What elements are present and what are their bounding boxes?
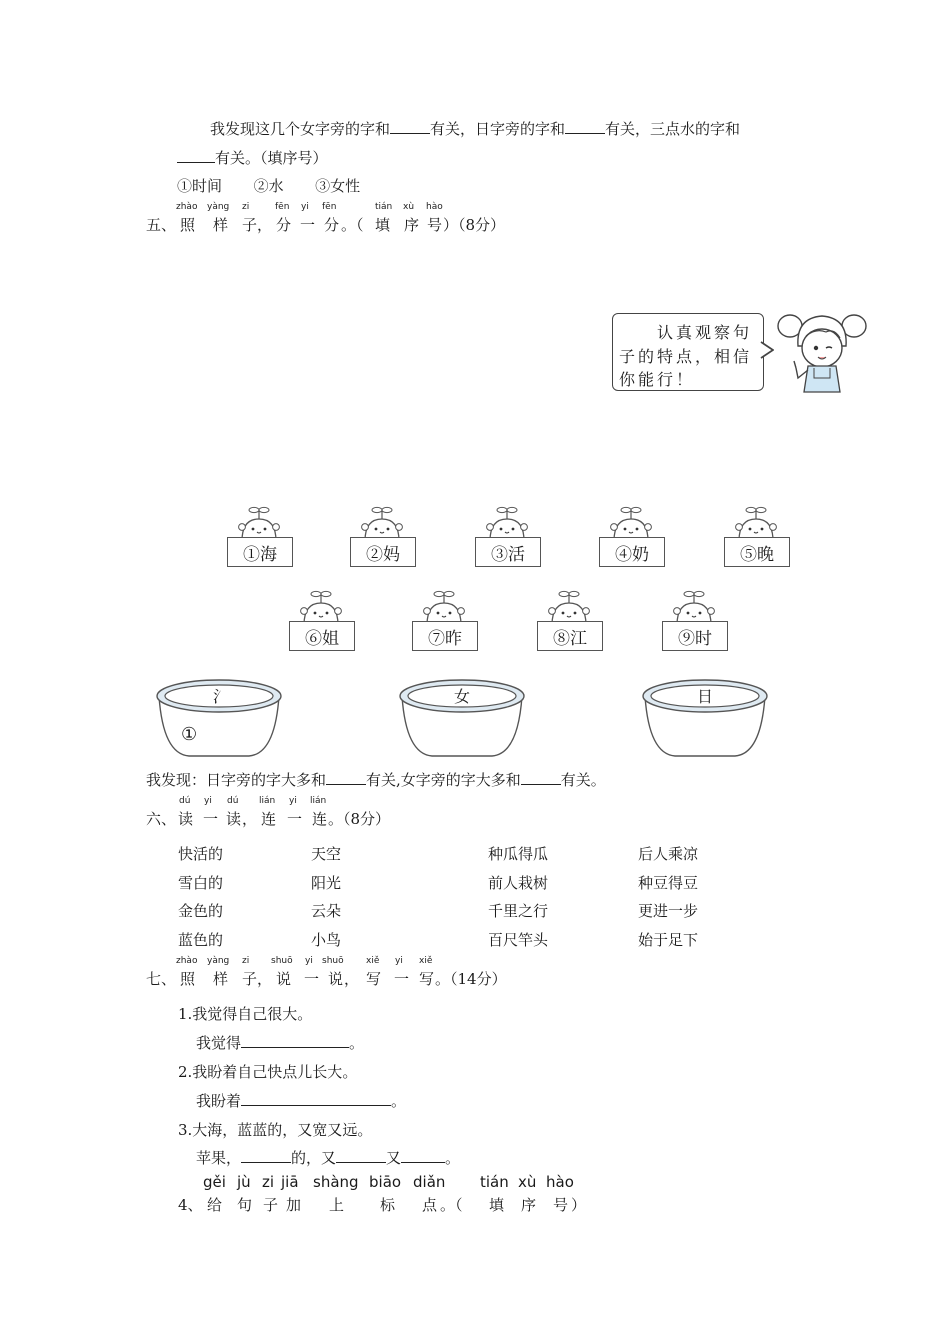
pinyin: zi (262, 1173, 275, 1191)
question-3: 3.大海，蓝蓝的，又宽又远。 (178, 1121, 373, 1139)
bowl-radical: 日 (697, 687, 714, 706)
pinyin: dú (179, 796, 191, 806)
pinyin: fēn (275, 202, 290, 212)
char: ， (257, 970, 273, 988)
pinyin: yi (289, 796, 297, 806)
pinyin: zi (242, 202, 250, 212)
char: 序 (521, 1196, 537, 1214)
answer-input[interactable] (401, 1147, 445, 1163)
char-card[interactable]: ⑨时 (662, 621, 728, 651)
char: 样 (213, 216, 229, 234)
pinyin: dú (227, 796, 239, 806)
match-item[interactable]: 雪白的 (178, 874, 224, 892)
char: 子 (242, 970, 258, 988)
fill-blank[interactable] (390, 118, 430, 134)
match-item[interactable]: 阳光 (311, 874, 342, 892)
fill-blank[interactable] (177, 147, 215, 163)
char: 写 (366, 970, 382, 988)
char: 子 (263, 1196, 279, 1214)
option-1: ①时间 (177, 177, 223, 195)
answer-input[interactable] (241, 1147, 291, 1163)
speech-tail (760, 340, 774, 362)
discover-line (146, 769, 606, 790)
match-item[interactable]: 更进一步 (638, 902, 699, 920)
pinyin: hào (426, 202, 443, 212)
bowl-example: ① (181, 724, 198, 745)
answer-prefix: 苹果， (196, 1149, 242, 1167)
char: 标 (380, 1196, 396, 1214)
char-card[interactable]: ②妈 (350, 537, 416, 567)
match-item[interactable]: 小鸟 (311, 931, 342, 949)
pinyin: xiě (366, 956, 380, 966)
answer-input[interactable] (336, 1147, 386, 1163)
char: ） (571, 1196, 587, 1214)
sprout-icon (296, 589, 346, 625)
pinyin: tián (375, 202, 393, 212)
speech-line-2: 子的特点，相信 (619, 347, 753, 366)
speech-bubble (612, 313, 764, 391)
char: ， (242, 810, 258, 828)
char: 说 (328, 970, 344, 988)
sprout-icon (606, 505, 656, 541)
match-item[interactable]: 种瓜得瓜 (488, 845, 549, 863)
char: 。（ (440, 1196, 463, 1214)
char: 写 (419, 970, 435, 988)
match-item[interactable]: 后人乘凉 (638, 845, 699, 863)
speech-line-3: 你能行！ (619, 370, 696, 389)
pinyin: yàng (207, 202, 230, 212)
char: 说 (276, 970, 292, 988)
pinyin: jù (237, 1173, 251, 1191)
char-card[interactable]: ⑥姐 (289, 621, 355, 651)
option-3: ③女性 (315, 177, 361, 195)
char: 上 (329, 1196, 345, 1214)
match-item[interactable]: 前人栽树 (488, 874, 549, 892)
speech-line-1: 认真观察句 (657, 323, 753, 342)
char: 读 (226, 810, 242, 828)
intro-text-d: 有关。（填序号） (215, 149, 328, 167)
pinyin: zhào (176, 956, 198, 966)
pinyin: gěi (203, 1173, 226, 1191)
answer-1 (196, 1032, 364, 1053)
fill-blank[interactable] (521, 769, 561, 785)
pinyin: hào (546, 1173, 574, 1191)
sprout-icon (544, 589, 594, 625)
char: ， (257, 216, 273, 234)
char-card[interactable]: ①海 (227, 537, 293, 567)
char: 连 (261, 810, 277, 828)
match-item[interactable]: 天空 (311, 845, 342, 863)
intro-line-2 (177, 147, 328, 168)
char-card[interactable]: ⑧江 (537, 621, 603, 651)
match-item[interactable]: 快活的 (178, 845, 224, 863)
char-card[interactable]: ③活 (475, 537, 541, 567)
char: 分 (276, 216, 292, 234)
pinyin: fēn (322, 202, 337, 212)
fill-blank[interactable] (326, 769, 366, 785)
period: 。 (391, 1092, 407, 1110)
pinyin: diǎn (413, 1173, 446, 1191)
answer-prefix: 我觉得 (196, 1034, 242, 1052)
sprout-icon (234, 505, 284, 541)
bowl-radical: 氵 (213, 687, 230, 706)
char: ）（8分） (443, 216, 506, 234)
answer-3 (196, 1147, 460, 1168)
section-number: 4、 (178, 1196, 203, 1214)
char-card[interactable]: ⑦昨 (412, 621, 478, 651)
pinyin: xù (403, 202, 415, 212)
char: 加 (286, 1196, 302, 1214)
intro-text-b: 有关，日字旁的字和 (430, 120, 566, 138)
match-item[interactable]: 百尺竿头 (488, 931, 549, 949)
match-item[interactable]: 始于足下 (638, 931, 699, 949)
intro-line-1 (210, 118, 740, 139)
char: 照 (180, 970, 196, 988)
char-card[interactable]: ⑤晚 (724, 537, 790, 567)
pinyin: yi (301, 202, 309, 212)
char: 点 (422, 1196, 438, 1214)
char: ， (344, 970, 360, 988)
answer-prefix: 我盼着 (196, 1092, 242, 1110)
pinyin: yàng (207, 956, 230, 966)
pinyin: yi (305, 956, 313, 966)
intro-text-c: 有关，三点水的字和 (605, 120, 741, 138)
answer-mid: 的，又 (291, 1149, 337, 1167)
char: 序 (404, 216, 420, 234)
pinyin: yi (204, 796, 212, 806)
sprout-icon (357, 505, 407, 541)
question-2: 2.我盼着自己快点儿长大。 (178, 1063, 358, 1081)
discover-text-a: 我发现：日字旁的字大多和 (146, 771, 327, 789)
period: 。 (349, 1034, 365, 1052)
char: 号 (427, 216, 443, 234)
match-item[interactable]: 金色的 (178, 902, 224, 920)
answer-mid: 又 (386, 1149, 402, 1167)
section-number: 五、 (146, 216, 177, 234)
section-number: 七、 (146, 970, 177, 988)
intro-options (177, 175, 360, 196)
char: 分 (324, 216, 340, 234)
char: 子 (242, 216, 258, 234)
pinyin: tián (480, 1173, 509, 1191)
char: 照 (180, 216, 196, 234)
char: 一 (304, 970, 320, 988)
char: 样 (213, 970, 229, 988)
period: 。 (445, 1149, 461, 1167)
char: 。（8分） (328, 810, 391, 828)
intro-text-a: 我发现这几个女字旁的字和 (210, 120, 391, 138)
sprout-icon (669, 589, 719, 625)
char: 号 (553, 1196, 569, 1214)
answer-2 (196, 1090, 406, 1111)
match-item[interactable]: 云朵 (311, 902, 342, 920)
char: 。（14分） (435, 970, 507, 988)
pinyin: shuō (271, 956, 293, 966)
match-item[interactable]: 千里之行 (488, 902, 549, 920)
match-item[interactable]: 蓝色的 (178, 931, 224, 949)
char-card[interactable]: ④奶 (599, 537, 665, 567)
girl-illustration-icon (776, 306, 868, 398)
answer-input[interactable] (241, 1090, 391, 1106)
char: 填 (375, 216, 391, 234)
pinyin: jiā (281, 1173, 299, 1191)
char: 。（ (341, 216, 364, 234)
pinyin: zi (242, 956, 250, 966)
char: 给 (207, 1196, 223, 1214)
discover-text-c: 有关。 (560, 771, 606, 789)
pinyin: zhào (176, 202, 198, 212)
char: 一 (394, 970, 410, 988)
char: 句 (237, 1196, 253, 1214)
bowl-radical: 女 (454, 687, 471, 706)
sprout-icon (482, 505, 532, 541)
question-1: 1.我觉得自己很大。 (178, 1005, 313, 1023)
pinyin: xù (518, 1173, 537, 1191)
match-item[interactable]: 种豆得豆 (638, 874, 699, 892)
char: 连 (312, 810, 328, 828)
answer-input[interactable] (241, 1032, 349, 1048)
section-number: 六、 (146, 810, 177, 828)
pinyin: shàng (313, 1173, 359, 1191)
sprout-icon (731, 505, 781, 541)
pinyin: biāo (369, 1173, 402, 1191)
pinyin: shuō (322, 956, 344, 966)
option-2: ②水 (253, 177, 284, 195)
char: 填 (489, 1196, 505, 1214)
discover-text-b: 有关,女字旁的字大多和 (366, 771, 521, 789)
pinyin: xiě (419, 956, 433, 966)
pinyin: yi (395, 956, 403, 966)
fill-blank[interactable] (565, 118, 605, 134)
char: 一 (300, 216, 316, 234)
char: 读 (178, 810, 194, 828)
pinyin: lián (310, 796, 327, 806)
char: 一 (203, 810, 219, 828)
char: 一 (287, 810, 303, 828)
sprout-icon (419, 589, 469, 625)
pinyin: lián (259, 796, 276, 806)
